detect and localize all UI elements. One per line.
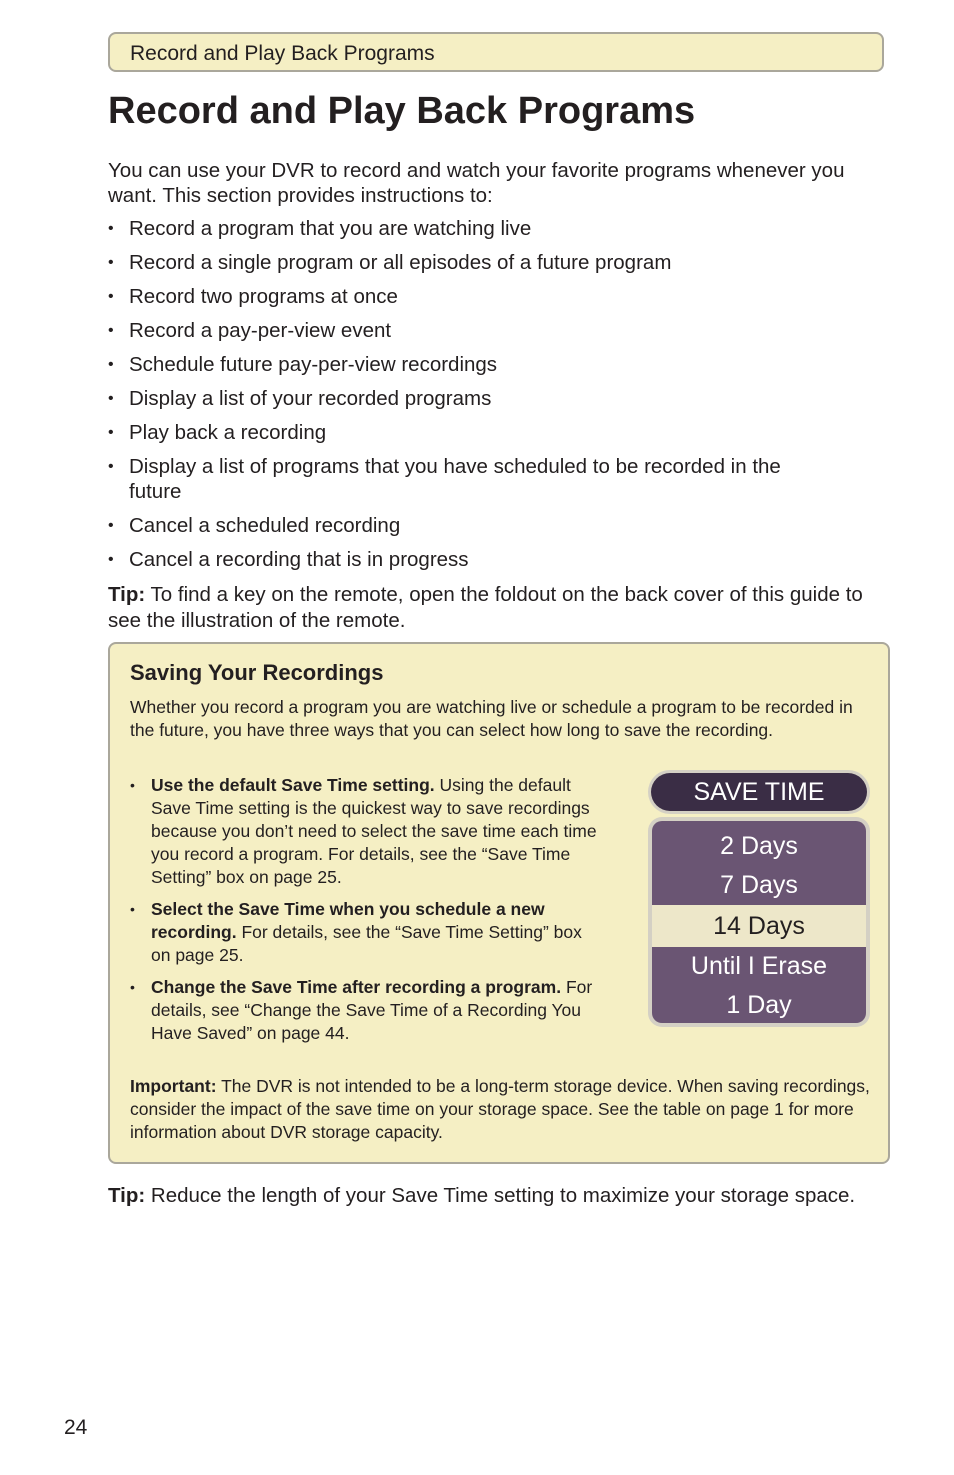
item-text: For details, see the “Save Time Setting” box on page 25. xyxy=(151,922,582,965)
tip-text: To find a key on the remote, open the foldout on the back cover of this guide to see the illustration of the remote. xyxy=(108,583,863,632)
section-header-tab xyxy=(108,32,884,72)
list-item: • Cancel a scheduled recording xyxy=(108,513,868,538)
list-item xyxy=(130,976,606,1045)
list-item: • Display a list of your recorded programs xyxy=(108,386,868,411)
box-lead: Whether you record a program you are watching live or schedule a program to be recorded in the future, you have three ways that you can select how long to save the recording. xyxy=(130,697,853,740)
menu-option-14-days[interactable]: 14 Days xyxy=(652,905,866,947)
list-item: • Display a list of programs that you have scheduled to be recorded in the future xyxy=(108,454,809,504)
intro-paragraph: You can use your DVR to record and watch your favorite programs whenever you want. This section provides instructions to: xyxy=(108,159,845,207)
list-item: • Cancel a recording that is in progress xyxy=(108,547,868,572)
menu-option-until-i-erase[interactable]: Until I Erase xyxy=(690,952,828,980)
list-item xyxy=(130,774,606,889)
saving-recordings-box xyxy=(108,642,890,1164)
list-item: • Schedule future pay-per-view recordings xyxy=(108,352,868,377)
list-item: • Record a single program or all episodes of a future program xyxy=(108,250,868,275)
item-bold: Select the Save Time when you schedule a new recording. xyxy=(151,899,545,942)
menu-option-1-day[interactable]: 1 Day xyxy=(726,991,792,1019)
tip-text: Reduce the length of your Save Time setting to maximize your storage space. xyxy=(145,1184,856,1207)
save-time-menu xyxy=(648,817,870,1027)
important-text: The DVR is not intended to be a long-term storage device. When saving recordings, consider the impact of the save time on your storage space. See the table on page 1 for more information about DVR storage capacity. xyxy=(130,1076,870,1142)
list-item: • Record a pay-per-view event xyxy=(108,318,868,343)
list-item: • Play back a recording xyxy=(108,420,868,445)
box-heading: Saving Your Recordings xyxy=(130,660,384,685)
tip-storage xyxy=(108,1183,868,1209)
page-number: 24 xyxy=(64,1416,88,1439)
save-time-options xyxy=(652,821,866,1023)
save-time-menu-title xyxy=(648,770,870,814)
item-bold: Change the Save Time after recording a program. xyxy=(151,977,562,997)
list-item: • Record two programs at once xyxy=(108,284,868,309)
save-time-title-label: SAVE TIME xyxy=(651,773,867,811)
list-item xyxy=(130,898,606,967)
tip-label: Tip: xyxy=(108,583,146,606)
tip-label: Tip: xyxy=(108,1184,146,1207)
important-label: Important: xyxy=(130,1076,217,1096)
item-bold: Use the default Save Time setting. xyxy=(151,775,435,795)
item-text: Using the default Save Time setting is the quickest way to save recordings because you don’t need to select the save time each time you record a program. For details, see the “Save Time Setting” box on page 25. xyxy=(151,775,597,887)
section-header-label: Record and Play Back Programs xyxy=(130,42,435,65)
list-item: • Record a program that you are watching live xyxy=(108,216,868,241)
instruction-list xyxy=(108,216,868,581)
page-title: Record and Play Back Programs xyxy=(108,90,696,132)
menu-option-2-days[interactable]: 2 Days xyxy=(720,832,798,860)
save-options-list xyxy=(130,774,606,1054)
item-text: For details, see “Change the Save Time of a Recording You Have Saved” on page 44. xyxy=(151,977,593,1043)
menu-option-7-days[interactable]: 7 Days xyxy=(720,871,798,899)
tip-remote xyxy=(108,582,898,634)
important-note xyxy=(130,1075,882,1144)
